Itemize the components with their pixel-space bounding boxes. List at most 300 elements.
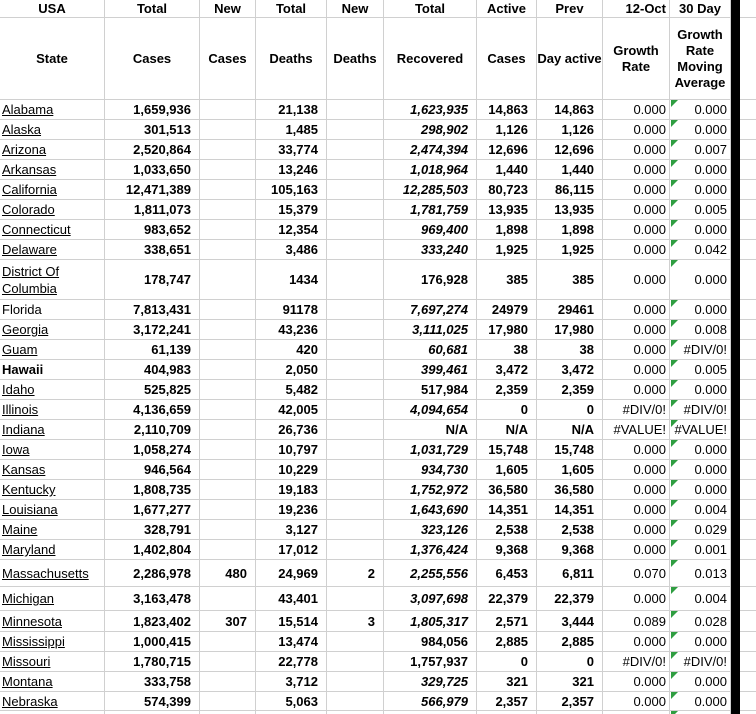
cell-state[interactable]: Arkansas [0, 160, 105, 180]
cell-total-recovered[interactable]: 1,781,759 [384, 200, 477, 220]
cell-new-cases[interactable] [200, 300, 256, 320]
cell-total-cases[interactable]: 1,823,402 [105, 611, 200, 632]
cell-active-cases[interactable]: 80,723 [477, 180, 537, 200]
cell-total-cases[interactable]: 1,033,650 [105, 160, 200, 180]
cell-empty[interactable] [740, 220, 756, 240]
cell-new-deaths[interactable] [327, 200, 384, 220]
cell-new-deaths[interactable] [327, 520, 384, 540]
cell-prev-day-active[interactable]: 12,696 [537, 140, 603, 160]
cell-prev-day-active[interactable]: 321 [537, 672, 603, 692]
cell-total-deaths[interactable]: 26,736 [256, 420, 327, 440]
cell-growth-rate-moving-avg[interactable] [670, 120, 731, 140]
cell-state[interactable]: Georgia [0, 320, 105, 340]
cell-growth-rate[interactable]: 0.000 [603, 100, 670, 120]
cell-new-cases[interactable] [200, 460, 256, 480]
cell-total-recovered[interactable]: 2,255,556 [384, 560, 477, 587]
cell-growth-rate-moving-avg[interactable] [670, 340, 731, 360]
cell-new-cases[interactable] [200, 180, 256, 200]
cell-empty[interactable] [740, 240, 756, 260]
cell-active-cases[interactable]: 3,472 [477, 360, 537, 380]
cell-total-deaths[interactable]: 10,229 [256, 460, 327, 480]
cell-empty[interactable] [740, 120, 756, 140]
cell-total-cases[interactable]: 1,000,415 [105, 632, 200, 652]
cell-total-cases[interactable]: 2,286,978 [105, 560, 200, 587]
cell-active-cases[interactable]: 0 [477, 652, 537, 672]
cell-total-cases[interactable]: 4,136,659 [105, 400, 200, 420]
cell-active-cases[interactable]: 2,538 [477, 520, 537, 540]
cell-growth-rate-moving-avg[interactable] [670, 160, 731, 180]
cell-empty[interactable] [740, 587, 756, 611]
cell-total-recovered[interactable]: 3,097,698 [384, 587, 477, 611]
cell-total-deaths[interactable]: 42,005 [256, 400, 327, 420]
cell-total-recovered[interactable]: 399,461 [384, 360, 477, 380]
cell-empty[interactable] [740, 520, 756, 540]
cell-growth-rate[interactable]: 0.000 [603, 320, 670, 340]
cell-growth-rate[interactable]: 0.000 [603, 260, 670, 300]
cell-total-recovered[interactable]: 60,681 [384, 340, 477, 360]
cell-new-deaths[interactable] [327, 587, 384, 611]
cell-total-recovered[interactable]: 2,474,394 [384, 140, 477, 160]
cell-growth-rate[interactable]: 0.000 [603, 140, 670, 160]
cell-state[interactable]: Colorado [0, 200, 105, 220]
cell-growth-rate-moving-avg[interactable] [670, 240, 731, 260]
header-state[interactable]: USA [0, 0, 105, 18]
cell-total-recovered[interactable]: 329,725 [384, 672, 477, 692]
cell-total-recovered[interactable]: 1,643,690 [384, 500, 477, 520]
cell-empty[interactable] [740, 180, 756, 200]
cell-empty[interactable] [740, 420, 756, 440]
cell-growth-rate-moving-avg[interactable] [670, 520, 731, 540]
cell-state[interactable]: Mississippi [0, 632, 105, 652]
cell-growth-rate[interactable]: 0.000 [603, 440, 670, 460]
cell-prev-day-active[interactable]: 36,580 [537, 480, 603, 500]
cell-new-deaths[interactable] [327, 300, 384, 320]
cell-growth-rate-moving-avg[interactable] [670, 320, 731, 340]
cell-total-cases[interactable]: 983,652 [105, 220, 200, 240]
cell-growth-rate[interactable]: #DIV/0! [603, 400, 670, 420]
cell-total-recovered[interactable]: 1,805,317 [384, 611, 477, 632]
cell-active-cases[interactable]: 1,898 [477, 220, 537, 240]
cell-total-deaths[interactable]: 1,485 [256, 120, 327, 140]
cell-growth-rate[interactable]: 0.000 [603, 587, 670, 611]
cell-new-cases[interactable] [200, 500, 256, 520]
cell-prev-day-active[interactable]: 14,351 [537, 500, 603, 520]
cell-total-deaths[interactable]: 19,236 [256, 500, 327, 520]
cell-new-deaths[interactable] [327, 360, 384, 380]
header2-active-cases[interactable]: Cases [477, 18, 537, 100]
cell-total-recovered[interactable]: 323,126 [384, 520, 477, 540]
header2-new-deaths[interactable]: Deaths [327, 18, 384, 100]
cell-growth-rate-moving-avg[interactable] [670, 220, 731, 240]
cell-state[interactable]: Maine [0, 520, 105, 540]
cell-growth-rate[interactable]: 0.000 [603, 632, 670, 652]
header2-total-recovered[interactable]: Recovered [384, 18, 477, 100]
cell-total-recovered[interactable]: N/A [384, 420, 477, 440]
cell-total-deaths[interactable]: 33,774 [256, 140, 327, 160]
cell-prev-day-active[interactable]: 15,748 [537, 440, 603, 460]
cell-empty[interactable] [740, 440, 756, 460]
cell-new-cases[interactable] [200, 240, 256, 260]
cell-new-cases[interactable] [200, 480, 256, 500]
cell-active-cases[interactable]: 321 [477, 672, 537, 692]
cell-new-deaths[interactable] [327, 140, 384, 160]
cell-state[interactable]: Maryland [0, 540, 105, 560]
header-total-deaths[interactable]: Total [256, 0, 327, 18]
cell-growth-rate[interactable]: 0.000 [603, 500, 670, 520]
cell-empty[interactable] [740, 672, 756, 692]
cell-state[interactable]: Alaska [0, 120, 105, 140]
cell-empty[interactable] [740, 300, 756, 320]
cell-new-cases[interactable] [200, 380, 256, 400]
cell-growth-rate[interactable]: 0.000 [603, 220, 670, 240]
cell-empty[interactable] [740, 0, 756, 18]
cell-empty[interactable] [740, 692, 756, 711]
cell-active-cases[interactable]: 17,980 [477, 320, 537, 340]
cell-active-cases[interactable]: 22,379 [477, 587, 537, 611]
cell-active-cases[interactable]: 15,748 [477, 440, 537, 460]
cell-empty[interactable] [740, 611, 756, 632]
cell-total-deaths[interactable]: 17,012 [256, 540, 327, 560]
cell-total-cases[interactable]: 333,758 [105, 672, 200, 692]
cell-growth-rate-moving-avg[interactable] [670, 260, 731, 300]
cell-prev-day-active[interactable]: 1,898 [537, 220, 603, 240]
cell-new-cases[interactable] [200, 692, 256, 711]
cell-state[interactable]: Idaho [0, 380, 105, 400]
cell-growth-rate-moving-avg[interactable] [670, 100, 731, 120]
cell-new-cases[interactable]: 480 [200, 560, 256, 587]
cell-empty[interactable] [740, 18, 756, 100]
cell-total-cases[interactable]: 946,564 [105, 460, 200, 480]
cell-new-deaths[interactable] [327, 400, 384, 420]
cell-growth-rate-moving-avg[interactable] [670, 560, 731, 587]
cell-state[interactable]: Minnesota [0, 611, 105, 632]
cell-prev-day-active[interactable]: 2,538 [537, 520, 603, 540]
cell-new-cases[interactable] [200, 340, 256, 360]
cell-state[interactable]: Delaware [0, 240, 105, 260]
cell-state[interactable]: Florida [0, 300, 105, 320]
cell-state[interactable]: Kansas [0, 460, 105, 480]
cell-growth-rate-moving-avg[interactable] [670, 300, 731, 320]
cell-empty[interactable] [740, 480, 756, 500]
cell-total-deaths[interactable]: 13,246 [256, 160, 327, 180]
cell-total-deaths[interactable]: 15,379 [256, 200, 327, 220]
cell-new-cases[interactable] [200, 440, 256, 460]
cell-new-deaths[interactable] [327, 180, 384, 200]
cell-total-recovered[interactable]: 969,400 [384, 220, 477, 240]
cell-new-cases[interactable] [200, 632, 256, 652]
cell-active-cases[interactable]: 9,368 [477, 540, 537, 560]
cell-state[interactable]: Michigan [0, 587, 105, 611]
cell-total-deaths[interactable]: 19,183 [256, 480, 327, 500]
cell-new-cases[interactable] [200, 420, 256, 440]
cell-total-deaths[interactable]: 13,474 [256, 632, 327, 652]
cell-total-recovered[interactable]: 7,697,274 [384, 300, 477, 320]
cell-new-deaths[interactable] [327, 120, 384, 140]
cell-prev-day-active[interactable]: 1,925 [537, 240, 603, 260]
cell-new-deaths[interactable] [327, 652, 384, 672]
cell-total-cases[interactable]: 1,402,804 [105, 540, 200, 560]
header-active-cases[interactable]: Active [477, 0, 537, 18]
header-new-deaths[interactable]: New [327, 0, 384, 18]
cell-total-deaths[interactable]: 105,163 [256, 180, 327, 200]
cell-total-recovered[interactable]: 298,902 [384, 120, 477, 140]
header2-total-cases[interactable]: Cases [105, 18, 200, 100]
cell-growth-rate-moving-avg[interactable] [670, 500, 731, 520]
cell-growth-rate-moving-avg[interactable] [670, 400, 731, 420]
cell-active-cases[interactable]: 1,925 [477, 240, 537, 260]
cell-state[interactable]: District Of Columbia [0, 260, 105, 300]
cell-active-cases[interactable]: 1,440 [477, 160, 537, 180]
cell-total-cases[interactable]: 574,399 [105, 692, 200, 711]
cell-growth-rate[interactable]: 0.000 [603, 480, 670, 500]
cell-growth-rate-moving-avg[interactable] [670, 611, 731, 632]
cell-total-recovered[interactable]: 934,730 [384, 460, 477, 480]
cell-empty[interactable] [740, 540, 756, 560]
cell-new-cases[interactable] [200, 140, 256, 160]
cell-total-cases[interactable]: 328,791 [105, 520, 200, 540]
cell-total-cases[interactable]: 2,110,709 [105, 420, 200, 440]
header2-state[interactable]: State [0, 18, 105, 100]
cell-new-deaths[interactable] [327, 100, 384, 120]
header-growth-rate[interactable]: 12-Oct [603, 0, 670, 18]
cell-new-cases[interactable] [200, 360, 256, 380]
cell-new-cases[interactable] [200, 160, 256, 180]
cell-new-cases[interactable] [200, 120, 256, 140]
cell-total-recovered[interactable]: 3,111,025 [384, 320, 477, 340]
cell-active-cases[interactable]: N/A [477, 420, 537, 440]
cell-active-cases[interactable]: 12,696 [477, 140, 537, 160]
cell-empty[interactable] [740, 160, 756, 180]
cell-new-cases[interactable]: 307 [200, 611, 256, 632]
cell-total-deaths[interactable]: 3,127 [256, 520, 327, 540]
cell-growth-rate[interactable]: 0.000 [603, 540, 670, 560]
cell-new-cases[interactable] [200, 220, 256, 240]
cell-total-recovered[interactable]: 1,018,964 [384, 160, 477, 180]
cell-active-cases[interactable]: 14,863 [477, 100, 537, 120]
cell-state[interactable]: Iowa [0, 440, 105, 460]
cell-state[interactable]: Illinois [0, 400, 105, 420]
cell-total-deaths[interactable]: 21,138 [256, 100, 327, 120]
cell-growth-rate[interactable]: 0.000 [603, 380, 670, 400]
cell-growth-rate-moving-avg[interactable] [670, 360, 731, 380]
cell-state[interactable]: Hawaii [0, 360, 105, 380]
cell-prev-day-active[interactable]: N/A [537, 420, 603, 440]
cell-prev-day-active[interactable]: 1,605 [537, 460, 603, 480]
cell-new-cases[interactable] [200, 320, 256, 340]
cell-growth-rate-moving-avg[interactable] [670, 440, 731, 460]
cell-total-cases[interactable]: 1,811,073 [105, 200, 200, 220]
header-total-recovered[interactable]: Total [384, 0, 477, 18]
cell-new-deaths[interactable] [327, 460, 384, 480]
cell-total-cases[interactable]: 301,513 [105, 120, 200, 140]
cell-growth-rate[interactable]: 0.000 [603, 160, 670, 180]
cell-growth-rate-moving-avg[interactable] [670, 140, 731, 160]
cell-prev-day-active[interactable]: 1,440 [537, 160, 603, 180]
cell-prev-day-active[interactable]: 22,379 [537, 587, 603, 611]
cell-total-cases[interactable]: 2,520,864 [105, 140, 200, 160]
cell-total-deaths[interactable]: 1434 [256, 260, 327, 300]
cell-active-cases[interactable]: 1,605 [477, 460, 537, 480]
cell-growth-rate[interactable]: 0.000 [603, 460, 670, 480]
cell-empty[interactable] [740, 260, 756, 300]
cell-new-deaths[interactable] [327, 632, 384, 652]
header2-total-deaths[interactable]: Deaths [256, 18, 327, 100]
header-prev-day-active[interactable]: Prev [537, 0, 603, 18]
cell-prev-day-active[interactable]: 2,359 [537, 380, 603, 400]
cell-empty[interactable] [740, 360, 756, 380]
cell-growth-rate-moving-avg[interactable] [670, 672, 731, 692]
cell-state[interactable]: Massachusetts [0, 560, 105, 587]
cell-new-deaths[interactable] [327, 480, 384, 500]
cell-growth-rate-moving-avg[interactable] [670, 652, 731, 672]
cell-new-deaths[interactable] [327, 160, 384, 180]
cell-growth-rate-moving-avg[interactable] [670, 480, 731, 500]
cell-new-deaths[interactable] [327, 692, 384, 711]
cell-new-deaths[interactable] [327, 540, 384, 560]
cell-growth-rate[interactable]: 0.000 [603, 200, 670, 220]
cell-active-cases[interactable]: 13,935 [477, 200, 537, 220]
cell-total-deaths[interactable]: 2,050 [256, 360, 327, 380]
cell-prev-day-active[interactable]: 6,811 [537, 560, 603, 587]
cell-total-recovered[interactable]: 176,928 [384, 260, 477, 300]
cell-new-cases[interactable] [200, 200, 256, 220]
cell-empty[interactable] [740, 652, 756, 672]
cell-new-deaths[interactable]: 3 [327, 611, 384, 632]
cell-growth-rate-moving-avg[interactable] [670, 200, 731, 220]
cell-total-recovered[interactable]: 1,752,972 [384, 480, 477, 500]
cell-state[interactable]: Arizona [0, 140, 105, 160]
cell-total-cases[interactable]: 338,651 [105, 240, 200, 260]
cell-state[interactable]: Kentucky [0, 480, 105, 500]
cell-new-deaths[interactable] [327, 420, 384, 440]
cell-total-cases[interactable]: 1,808,735 [105, 480, 200, 500]
cell-total-deaths[interactable]: 5,063 [256, 692, 327, 711]
cell-empty[interactable] [740, 632, 756, 652]
cell-growth-rate-moving-avg[interactable] [670, 180, 731, 200]
cell-growth-rate[interactable]: 0.070 [603, 560, 670, 587]
cell-new-deaths[interactable] [327, 320, 384, 340]
cell-active-cases[interactable]: 1,126 [477, 120, 537, 140]
cell-total-deaths[interactable]: 43,401 [256, 587, 327, 611]
cell-total-recovered[interactable]: 1,376,424 [384, 540, 477, 560]
cell-total-deaths[interactable]: 3,712 [256, 672, 327, 692]
cell-new-deaths[interactable] [327, 220, 384, 240]
cell-total-deaths[interactable]: 5,482 [256, 380, 327, 400]
cell-total-recovered[interactable]: 517,984 [384, 380, 477, 400]
cell-empty[interactable] [740, 500, 756, 520]
cell-total-recovered[interactable]: 984,056 [384, 632, 477, 652]
cell-state[interactable]: Alabama [0, 100, 105, 120]
cell-growth-rate[interactable]: 0.000 [603, 692, 670, 711]
cell-prev-day-active[interactable]: 17,980 [537, 320, 603, 340]
cell-empty[interactable] [740, 380, 756, 400]
cell-total-cases[interactable]: 61,139 [105, 340, 200, 360]
cell-total-deaths[interactable]: 24,969 [256, 560, 327, 587]
cell-active-cases[interactable]: 24979 [477, 300, 537, 320]
cell-new-deaths[interactable] [327, 340, 384, 360]
cell-growth-rate-moving-avg[interactable] [670, 632, 731, 652]
cell-total-cases[interactable]: 3,163,478 [105, 587, 200, 611]
cell-empty[interactable] [740, 320, 756, 340]
cell-active-cases[interactable]: 36,580 [477, 480, 537, 500]
cell-total-deaths[interactable]: 43,236 [256, 320, 327, 340]
cell-empty[interactable] [740, 340, 756, 360]
cell-active-cases[interactable]: 2,885 [477, 632, 537, 652]
cell-growth-rate[interactable]: 0.089 [603, 611, 670, 632]
cell-growth-rate[interactable]: 0.000 [603, 340, 670, 360]
cell-growth-rate[interactable]: 0.000 [603, 672, 670, 692]
cell-new-cases[interactable] [200, 587, 256, 611]
cell-active-cases[interactable]: 6,453 [477, 560, 537, 587]
header2-prev-day-active[interactable]: Day active [537, 18, 603, 100]
cell-total-cases[interactable]: 7,813,431 [105, 300, 200, 320]
cell-prev-day-active[interactable]: 385 [537, 260, 603, 300]
cell-state[interactable]: Indiana [0, 420, 105, 440]
cell-total-deaths[interactable]: 10,797 [256, 440, 327, 460]
cell-total-recovered[interactable]: 333,240 [384, 240, 477, 260]
cell-new-deaths[interactable] [327, 440, 384, 460]
cell-new-cases[interactable] [200, 652, 256, 672]
cell-prev-day-active[interactable]: 2,885 [537, 632, 603, 652]
cell-new-cases[interactable] [200, 540, 256, 560]
cell-prev-day-active[interactable]: 9,368 [537, 540, 603, 560]
header2-growth-rate-moving-avg[interactable]: Growth Rate Moving Average [670, 18, 731, 100]
cell-growth-rate[interactable]: 0.000 [603, 360, 670, 380]
cell-new-cases[interactable] [200, 100, 256, 120]
cell-growth-rate[interactable]: 0.000 [603, 300, 670, 320]
cell-state[interactable]: Connecticut [0, 220, 105, 240]
header-new-cases[interactable]: New [200, 0, 256, 18]
cell-total-recovered[interactable]: 1,757,937 [384, 652, 477, 672]
cell-growth-rate[interactable]: 0.000 [603, 120, 670, 140]
cell-total-deaths[interactable]: 3,486 [256, 240, 327, 260]
cell-growth-rate-moving-avg[interactable] [670, 692, 731, 711]
cell-growth-rate-moving-avg[interactable] [670, 420, 731, 440]
cell-new-cases[interactable] [200, 400, 256, 420]
cell-prev-day-active[interactable]: 86,115 [537, 180, 603, 200]
cell-growth-rate[interactable]: #DIV/0! [603, 652, 670, 672]
cell-active-cases[interactable]: 38 [477, 340, 537, 360]
cell-active-cases[interactable]: 2,571 [477, 611, 537, 632]
cell-total-deaths[interactable]: 91178 [256, 300, 327, 320]
cell-empty[interactable] [740, 560, 756, 587]
cell-total-cases[interactable]: 525,825 [105, 380, 200, 400]
cell-total-cases[interactable]: 404,983 [105, 360, 200, 380]
cell-growth-rate-moving-avg[interactable] [670, 460, 731, 480]
cell-empty[interactable] [740, 140, 756, 160]
cell-active-cases[interactable]: 2,357 [477, 692, 537, 711]
cell-growth-rate[interactable]: 0.000 [603, 520, 670, 540]
cell-empty[interactable] [740, 200, 756, 220]
cell-growth-rate[interactable]: #VALUE! [603, 420, 670, 440]
cell-prev-day-active[interactable]: 2,357 [537, 692, 603, 711]
cell-empty[interactable] [740, 100, 756, 120]
cell-total-deaths[interactable]: 420 [256, 340, 327, 360]
cell-total-deaths[interactable]: 12,354 [256, 220, 327, 240]
cell-new-cases[interactable] [200, 672, 256, 692]
cell-state[interactable]: California [0, 180, 105, 200]
cell-total-deaths[interactable]: 15,514 [256, 611, 327, 632]
cell-total-recovered[interactable]: 4,094,654 [384, 400, 477, 420]
cell-total-cases[interactable]: 1,677,277 [105, 500, 200, 520]
cell-prev-day-active[interactable]: 1,126 [537, 120, 603, 140]
cell-active-cases[interactable]: 0 [477, 400, 537, 420]
cell-growth-rate[interactable]: 0.000 [603, 240, 670, 260]
cell-total-recovered[interactable]: 566,979 [384, 692, 477, 711]
cell-prev-day-active[interactable]: 13,935 [537, 200, 603, 220]
cell-total-cases[interactable]: 178,747 [105, 260, 200, 300]
cell-state[interactable]: Montana [0, 672, 105, 692]
